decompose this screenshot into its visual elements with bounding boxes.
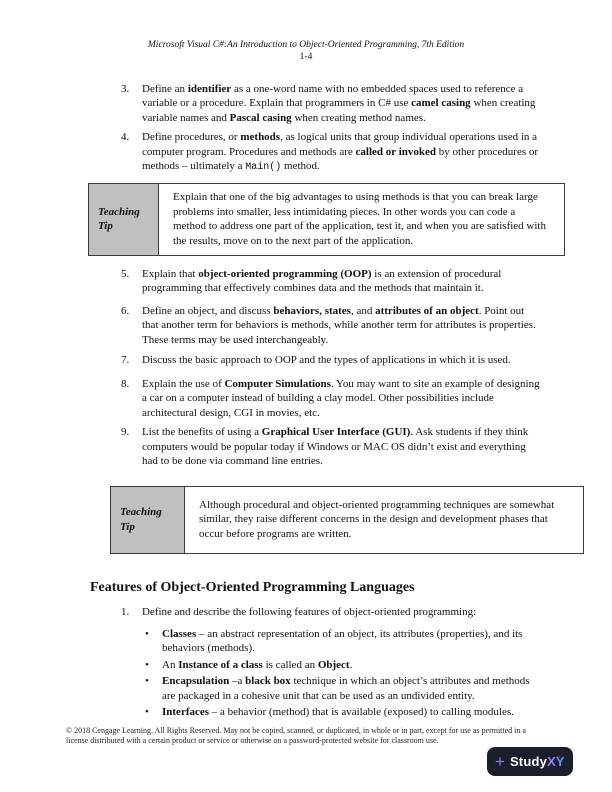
copyright-line-2: license distributed with a certain product or service or otherwise on a password-protected website for classroom use.: [66, 736, 439, 745]
item-number: 9.: [121, 426, 130, 439]
bullet-marker: •: [145, 706, 149, 719]
bullet-item-interfaces: [145, 705, 540, 720]
numbered-item-7: [121, 353, 541, 368]
numbered-item-5: [121, 267, 541, 296]
numbered-item-3: [121, 82, 541, 126]
bullet-text: Encapsulation –a black box technique in which an object’s attributes and methods are packaged in a cohesive unit that can be used as an undivided entity.: [162, 675, 530, 702]
bullet-item-classes: [145, 627, 540, 656]
studyxy-logo-y: Y: [555, 753, 565, 769]
numbered-item-1: [121, 605, 541, 620]
item-text: Define an identifier as a one-word name with no embedded spaces used to reference a variable or a procedure. Explain that programmers in C# use camel casing when creating variable names and Pascal casing when creating method names.: [142, 82, 536, 124]
item-text: Define procedures, or methods, as logical units that group individual operations used in a computer program. Procedures and methods are called or invoked by other procedures or methods – ultimately a Main() method.: [142, 131, 539, 174]
item-text: List the benefits of using a Graphical User Interface (GUI). Ask students if they think computers would be popular today if Windows or MAC OS didn’t exist and everything had to be done via command line entries.: [142, 426, 529, 468]
item-text: Discuss the basic approach to OOP and the types of applications in which it is used.: [142, 354, 511, 367]
item-number: 6.: [121, 304, 130, 317]
teaching-tip-box-2: [110, 486, 584, 554]
item-text: Define an object, and discuss behaviors, states, and attributes of an object. Point out that another term for behaviors is methods, while another term for attributes is properties. These terms may be used interchangeably.: [142, 304, 536, 346]
bullet-marker: •: [145, 627, 149, 640]
teaching-tip-text: Although procedural and object-oriented programming techniques are somewhat similar, they raise different concerns in the design and development phases that occur before programs are written.: [199, 498, 555, 540]
studyxy-logo-text: Study: [509, 753, 548, 769]
bullet-text: Classes – an abstract representation of an object, its attributes (properties), and its behaviors (methods).: [162, 627, 523, 655]
numbered-item-8: [121, 377, 541, 421]
page-header: [0, 40, 612, 64]
teaching-tip-label: Teaching Tip: [89, 184, 159, 255]
item-number: 5.: [121, 267, 130, 280]
copyright-line-1: © 2018 Cengage Learning. All Rights Reserved. May not be copied, scanned, or duplicated, in whole or in part, except for use as permitted in a: [66, 726, 526, 735]
teaching-tip-label: Teaching Tip: [111, 487, 185, 553]
studyxy-logo[interactable]: [487, 747, 573, 776]
section-heading: Features of Object-Oriented Programming Languages: [90, 579, 415, 595]
bullet-marker: •: [145, 658, 149, 671]
item-number: 1.: [121, 606, 130, 619]
feature-bullet-list: [0, 627, 612, 720]
bullet-item-instance: [145, 658, 540, 673]
item-text: Explain that object-oriented programming (OOP) is an extension of procedural programming that effectively combines data and the methods that maintain it.: [142, 267, 502, 295]
numbered-item-9: [121, 425, 541, 469]
item-number: 7.: [121, 354, 130, 367]
teaching-tip-box-1: [88, 183, 565, 256]
studyxy-logo-x: X: [547, 753, 556, 769]
bullet-text: An Instance of a class is called an Object.: [162, 658, 353, 671]
copyright-notice: [66, 726, 526, 746]
item-number: 3.: [121, 82, 130, 95]
numbered-item-6: [121, 304, 541, 348]
numbered-item-4: [121, 130, 541, 174]
item-text: Define and describe the following features of object-oriented programming:: [142, 606, 477, 619]
item-number: 4.: [121, 131, 130, 144]
item-number: 8.: [121, 377, 130, 390]
plus-icon: +: [495, 752, 505, 771]
bullet-text: Interfaces – a behavior (method) that is available (exposed) to calling modules.: [162, 706, 514, 719]
bullet-marker: •: [145, 675, 149, 688]
item-text: Explain the use of Computer Simulations. You may want to site an example of designing a car on a computer instead of building a clay model. Other possibilities include architectural design, CGI in movies, etc.: [142, 377, 540, 419]
page-number: 1-4: [299, 51, 313, 62]
header-title: Microsoft Visual C#:An Introduction to Object-Oriented Programming, 7th Edition: [147, 40, 465, 50]
teaching-tip-text: Explain that one of the big advantages to using methods is that you can break large problems into smaller, less intimidating pieces. In other words you can code a method to address one part of the application, test it, and when you are satisfied with the results, move on to the next part of the application.: [173, 190, 546, 247]
bullet-item-encapsulation: [145, 674, 540, 703]
